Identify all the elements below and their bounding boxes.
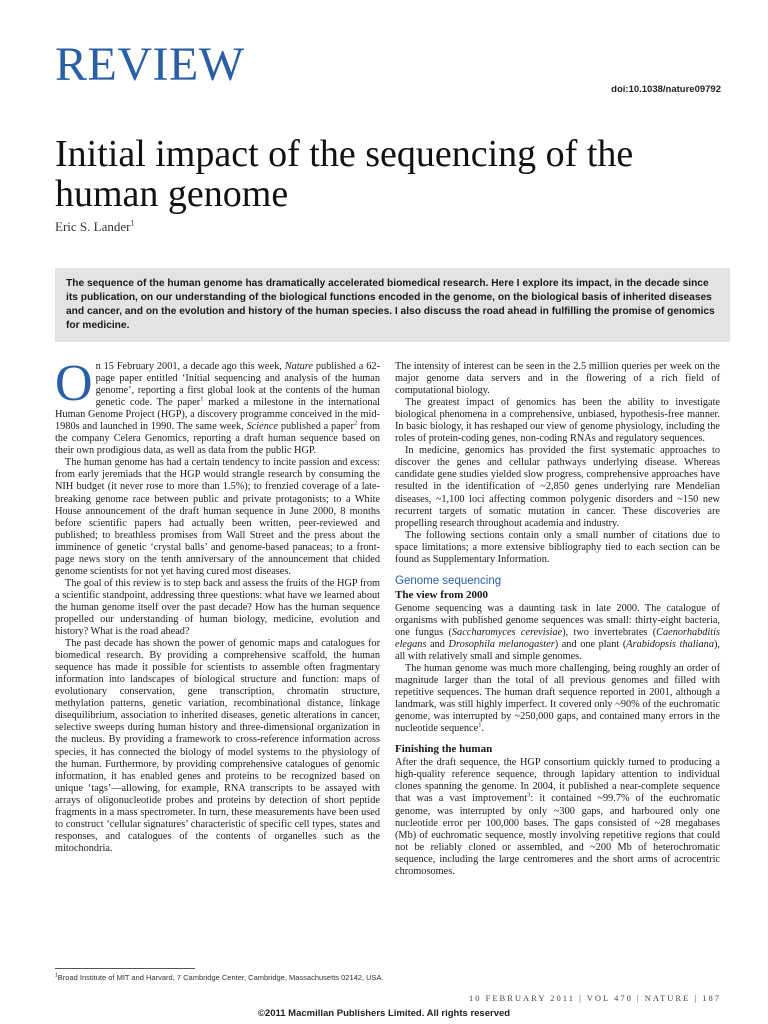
- author-affil-mark: 1: [130, 218, 135, 228]
- doi-link[interactable]: doi:10.1038/nature09792: [611, 84, 721, 95]
- abstract-box: [55, 268, 730, 342]
- text-run: published a paper: [278, 421, 354, 433]
- text-run: and: [426, 638, 449, 650]
- abstract-text: The sequence of the human genome has dramatically accelerated biomedical research. Here I explore its impact, in the decade since its publication, on our understanding of the biological functions encoded in the genome, on the biological basis of inherited diseases and cancer, and on the evolution and history of the human species. I also discuss the road ahead in fulfilling the promise of genomics for medicine.: [66, 278, 715, 331]
- text-run: After the draft sequence, the HGP consortium quickly turned to producing a high-quality reference sequence, through lapidary attention to individual clones spanning the genome. In 2004, it published a near-complete sequence that was a vast improvement: [395, 757, 720, 805]
- journal-name: Nature: [284, 361, 313, 372]
- citation-ref[interactable]: 3: [527, 792, 531, 800]
- body-paragraph: The human genome has had a certain tendency to incite passion and excess: from early jeremiads that the HGP would strangle research by consuming the NIH budget (it never rose to more than 1.5%); to frenzied coverage of a late-breaking genome race between public and private protagonists; to a White House announcement of the draft human sequence in June 2000, 8 months before scientific papers had actually been written, peer-reviewed and published; to breathless promises from Wall Street and the press about the imminence of genetic ‘crystal balls’ and genome-based panaceas; to a front-page news story on the tenth anniversary of the announcement that chided genome scientists for not yet having cured most diseases.: [55, 457, 380, 577]
- text-run: ), all with relatively small and simple genomes.: [395, 638, 720, 662]
- text-run: ), two invertebrates (: [562, 626, 657, 638]
- intro-paragraph: [55, 355, 381, 457]
- subsection-heading: Finishing the human: [395, 743, 493, 756]
- left-column: [55, 355, 381, 855]
- copyright-line: ©2011 Macmillan Publishers Limited. All rights reserved: [257, 1008, 511, 1019]
- footnote-text: Broad Institute of MIT and Harvard, 7 Cambridge Center, Cambridge, Massachusetts 02142, USA.: [57, 973, 384, 982]
- body-paragraph: [395, 663, 720, 735]
- body-paragraph: The following sections contain only a small number of citations due to space limitations; a more extensive bibliography tied to each section can be found as Supplementary Information.: [395, 529, 720, 565]
- species-name: Drosophila melanogaster: [448, 638, 555, 650]
- right-column: [395, 361, 720, 878]
- species-name: Caenorhabditis elegans: [395, 626, 721, 650]
- dropcap: O: [55, 355, 93, 412]
- affiliation-footnote: [55, 973, 384, 982]
- species-name: Arabidopsis thaliana: [626, 638, 714, 650]
- article-title: Initial impact of the sequencing of the human genome: [55, 133, 634, 215]
- citation-ref[interactable]: 2: [353, 419, 358, 427]
- body-paragraph: The greatest impact of genomics has been the ability to investigate biological phenomena in a comprehensive, unbiased, hypothesis-free manner. In basic biology, it has reshaped our view of genome physiology, including the roles of protein-coding genes, non-coding RNAs and regulatory sequences.: [395, 397, 720, 445]
- species-name: Saccharomyces cerevisiae: [451, 626, 563, 638]
- section-heading: Genome sequencing: [395, 574, 502, 587]
- author-line: [55, 219, 134, 235]
- body-paragraph: [395, 603, 720, 663]
- footnote-mark: 1: [55, 972, 58, 979]
- body-paragraph: In medicine, genomics has provided the first systematic approaches to discover the genes and cellular pathways underlying disease. Whereas candidate gene studies yielded slow progress, comprehensive approaches have resulted in the identification of ~2,850 genes underlying rare Mendelian diseases, ~1,100 loci affecting common polygenic disorders and ~150 new recurrent targets of somatic mutation in cancer. These discoveries are propelling research throughout academia and industry.: [395, 445, 720, 529]
- journal-name: Science: [246, 421, 279, 433]
- text-run: published a 62-page paper entitled ‘Initial sequencing and analysis of the human genome’, reporting a first global look at the contents of the human genetic code. The paper: [95, 361, 380, 409]
- text-run: The human genome was much more challenging, being roughly an order of magnitude larger than the total of all previous genomes and filled with repetitive sequences. The human draft sequence reported in 2001, although a landmark, was still highly imperfect. It covered only ~90% of the euchromatic genome, was interrupted by ~250,000 gaps, and contained many errors in the nucleotide sequence: [395, 663, 720, 735]
- body-paragraph: [395, 757, 720, 877]
- body-paragraph: The intensity of interest can be seen in the 2.5 million queries per week on the major genome data servers and in the flowering of a rich field of computational biology.: [395, 361, 720, 397]
- text-run: .: [481, 723, 485, 735]
- author-name: Eric S. Lander: [55, 219, 131, 234]
- text-run: : it contained ~99.7% of the euchromatic genome, was interrupted by only ~300 gaps, and harboured only one nucleotide error per 100,000 bases. The gaps consisted of ~28 megabases (Mb) of euchromatic sequence, mostly involving repetitive regions that could not be reliably cloned or assembled, and ~200 Mb of heterochromatic sequence, including the large centromeres and the short arms of acrocentric chromosomes.: [395, 793, 721, 877]
- text-run: from the company Celera Genomics, reporting a draft human sequence based on their own prodigious data, as well as data from the public HGP.: [55, 421, 380, 457]
- text-run: n 15 February 2001, a decade ago this week,: [95, 361, 285, 372]
- text-run: ) and one plant (: [554, 638, 627, 650]
- body-paragraph: The goal of this review is to step back and assess the fruits of the HGP from a scientific standpoint, addressing three questions: what have we learned about the human genome itself over the past decade? How has the human sequence propelled our understanding of human biology, medicine, evolution and history? What is the road ahead?: [55, 577, 380, 638]
- citation-ref[interactable]: 1: [478, 721, 482, 729]
- section-label: REVIEW: [55, 38, 245, 91]
- text-run: Genome sequencing was a daunting task in late 2000. The catalogue of organisms with published genome sequences was small: thirty-eight bacteria, one fungus (: [395, 602, 720, 638]
- subsection-heading: The view from 2000: [395, 588, 488, 601]
- running-footer: 10 FEBRUARY 2011 | VOL 470 | NATURE | 187: [469, 993, 721, 1003]
- citation-ref[interactable]: 1: [200, 395, 204, 403]
- text-run: marked a milestone in the international Human Genome Project (HGP), a discovery programme conceived in the mid-1980s and launched in 1990. The same week,: [55, 397, 381, 433]
- body-paragraph: The past decade has shown the power of genomic maps and catalogues for biomedical research. By providing a comprehensive scaffold, the human sequence has made it possible for scientists to assemble often fragmentary information into landscapes of biological structure and function: maps of evolutionary conservation, gene transcription, chromatin structure, methylation patterns, genetic variation, recombinational distance, linkage disequilibrium, association to inherited diseases, genetic alterations in cancer, selective sweeps during human history and three-dimensional organization in the nucleus. By providing a framework to cross-reference information across species, it has connected the biology of model systems to the physiology of the human. Furthermore, by providing comprehensive catalogues of genomic information, it has enabled genes and proteins to be recognized based on unique ‘tags’—allowing, for example, RNA transcripts to be assayed with arrays of oligonucleotide probes and proteins by detection of short peptide fragments in a mass spectrometer. In turn, these measurements have been used to construct ‘cellular signatures’ characteristic of specific cell types, states and responses, and catalogues of the contents of organelles such as the mitochondria.: [55, 638, 380, 854]
- footnote-divider: [55, 968, 195, 969]
